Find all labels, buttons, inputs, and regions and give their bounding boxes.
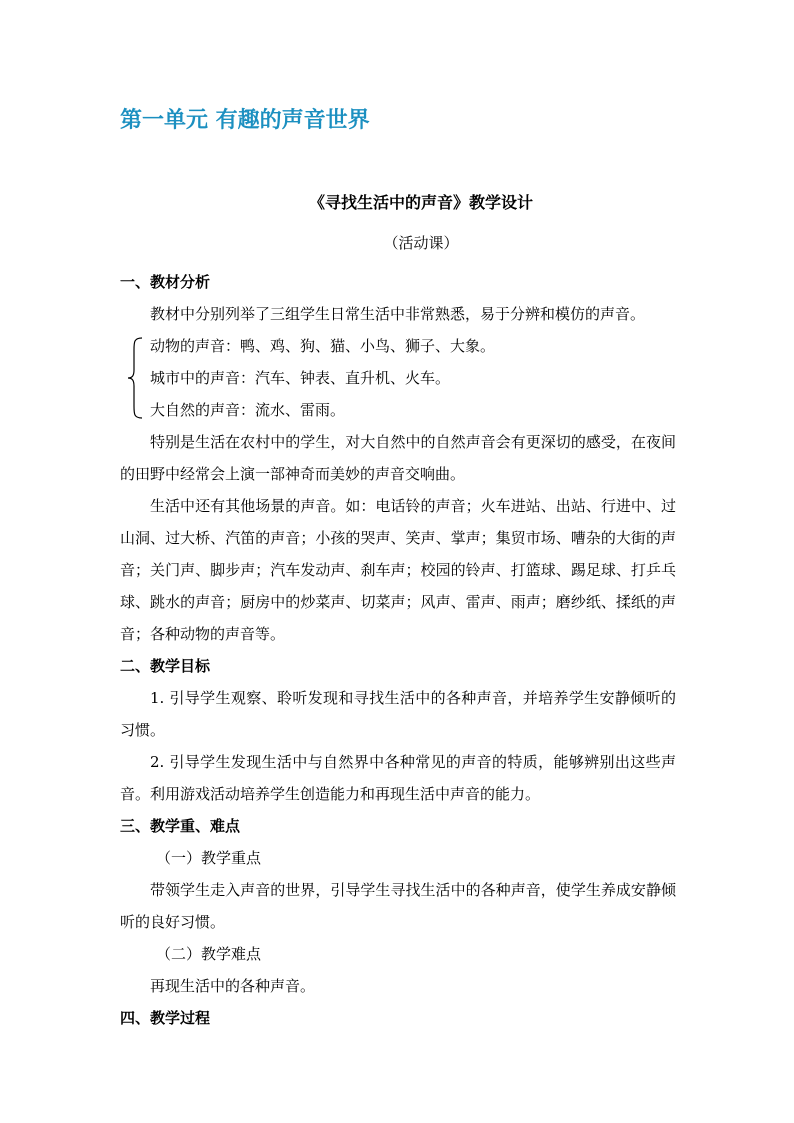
key-point-heading: （一）教学重点 <box>156 849 262 867</box>
analysis-paragraph-2: 特别是生活在农村中的学生，对大自然中的自然声音会有更深切的感受，在夜间的田野中经常会上演一部神奇而美妙的声音交响曲。 <box>120 433 676 483</box>
doc-subtitle: （活动课） <box>383 234 459 252</box>
doc-title: 《寻找生活中的声音》教学设计 <box>308 193 533 212</box>
goal-item-2: 2. 引导学生发现生活中与自然界中各种常见的声音的特质，能够辨别出这些声音。利用游戏活动培养学生创造能力和再现生活中声音的能力。 <box>120 753 676 803</box>
difficult-point-text: 再现生活中的各种声音。 <box>150 977 316 995</box>
section-heading-key-points: 三、教学重、难点 <box>120 817 241 835</box>
section-heading-goals: 二、教学目标 <box>120 657 211 675</box>
section-heading-analysis: 一、教材分析 <box>120 273 211 291</box>
unit-title: 第一单元 有趣的声音世界 <box>120 108 370 133</box>
list-item: 大自然的声音：流水、雷雨。 <box>150 401 346 419</box>
list-item: 城市中的声音：汽车、钟表、直升机、火车。 <box>150 369 451 387</box>
analysis-intro: 教材中分别列举了三组学生日常生活中非常熟悉，易于分辨和模仿的声音。 <box>150 305 646 323</box>
left-brace-icon <box>126 336 146 420</box>
goal-item-1: 1. 引导学生观察、聆听发现和寻找生活中的各种声音，并培养学生安静倾听的习惯。 <box>120 689 676 739</box>
analysis-paragraph-3: 生活中还有其他场景的声音。如：电话铃的声音；火车进站、出站、行进中、过山洞、过大桥、汽笛的声音；小孩的哭声、笑声、掌声；集贸市场、嘈杂的大街的声音；关门声、脚步声；汽车发动声、刹车声；校园的铃声、打篮球、踢足球、打乒乓球、跳水的声音；厨房中的炒菜声、切菜声；风声、雷声、雨声；磨纱纸、揉纸的声音；各种动物的声音等。 <box>120 497 676 643</box>
document-body <box>120 266 676 1034</box>
key-point-text: 带领学生走入声音的世界，引导学生寻找生活中的各种声音，使学生养成安静倾听的良好习惯。 <box>120 881 676 931</box>
sound-category-list <box>120 330 676 426</box>
list-item: 动物的声音：鸭、鸡、狗、猫、小鸟、狮子、大象。 <box>150 337 496 355</box>
difficult-point-heading: （二）教学难点 <box>156 945 262 963</box>
section-heading-process: 四、教学过程 <box>120 1009 211 1027</box>
